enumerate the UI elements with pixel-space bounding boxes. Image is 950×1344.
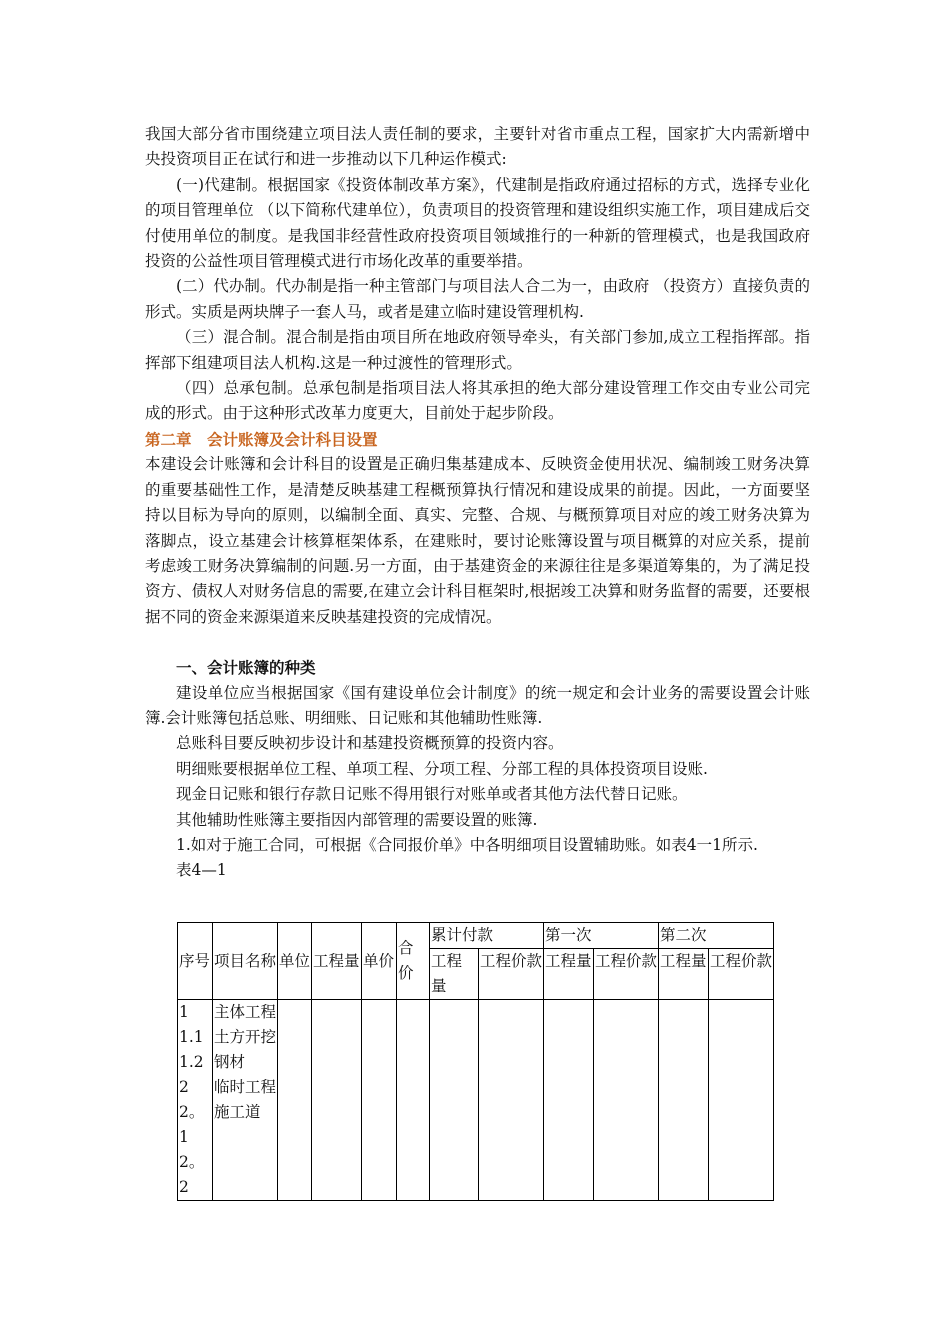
item-name: 钢材: [214, 1053, 246, 1071]
seq-value: 1.1: [179, 1028, 204, 1046]
empty-cell: [278, 1000, 312, 1201]
item-name: 主体工程: [214, 1003, 277, 1021]
empty-cell: [312, 1000, 362, 1201]
section-heading: 一、会计账簿的种类: [176, 658, 316, 678]
subheader-value: 工程价款: [479, 949, 544, 1000]
document-body: [145, 122, 810, 883]
header-unit: 单位: [278, 923, 312, 1000]
seq-column: [178, 1000, 213, 1201]
empty-cell: [544, 1000, 594, 1201]
subheader-value: 工程价款: [594, 949, 659, 1000]
empty-cell: [362, 1000, 397, 1201]
section-paragraph-6: 1.如对于施工合同，可根据《合同报价单》中各明细项目设置辅助账。如表4一1所示.: [176, 835, 758, 854]
mode-paragraph-1: (一)代建制。根据国家《投资体制改革方案》，代建制是指政府通过招标的方式，选择专业化的项目管理单位 （以下简称代建单位），负责项目的投资管理和建设组织实施工作，项目建成后交付使用单位的制度。是我国非经营性政府投资项目领域推行的一种新的管理模式，也是我国政府投资的公益性项目管理模式进行市场化改革的重要举措。: [145, 175, 810, 271]
item-name: 施工道: [214, 1103, 261, 1121]
subheader-quantity: 工程量: [544, 949, 594, 1000]
seq-value: 2。2: [179, 1153, 205, 1196]
seq-value: 1.2: [179, 1053, 204, 1071]
ledger-table: [177, 922, 774, 1201]
subheader-value: 工程价款: [709, 949, 774, 1000]
empty-cell: [594, 1000, 659, 1201]
header-group-first: 第一次: [544, 923, 659, 949]
seq-value: 2。1: [179, 1103, 205, 1146]
chapter-paragraph: 本建设会计账簿和会计科目的设置是正确归集基建成本、反映资金使用状况、编制竣工财务决算的重要基础性工作，是清楚反映基建工程概预算执行情况和建设成果的前提。因此，一方面要坚持以目标为导向的原则，以编制全面、真实、完整、合规、与概预算项目对应的竣工财务决算为落脚点，设立基建会计核算框架体系，在建账时，要讨论账簿设置与项目概算的对应关系，提前考虑竣工财务决算编制的问题.另一方面，由于基建资金的来源往往是多渠道筹集的，为了满足投资方、债权人对财务信息的需要,在建立会计科目框架时,根据竣工决算和财务监督的需要，还要根据不同的资金来源渠道来反映基建投资的完成情况。: [145, 455, 810, 626]
seq-value: 2: [179, 1078, 189, 1096]
section-paragraph-4: 现金日记账和银行存款日记账不得用银行对账单或者其他方法代替日记账。: [176, 785, 688, 804]
empty-cell: [397, 1000, 430, 1201]
section-paragraph-3: 明细账要根据单位工程、单项工程、分项工程、分部工程的具体投资项目设账.: [176, 759, 708, 778]
empty-cell: [430, 1000, 479, 1201]
header-group-second: 第二次: [659, 923, 774, 949]
intro-paragraph: 我国大部分省市围绕建立项目法人责任制的要求，主要针对省市重点工程，国家扩大内需新增中央投资项目正在试行和进一步推动以下几种运作模式:: [145, 125, 810, 169]
subheader-quantity: 工程量: [430, 949, 479, 1000]
header-total-price: 合价: [397, 923, 430, 1000]
header-seq: 序号: [178, 923, 213, 1000]
empty-cell: [479, 1000, 544, 1201]
mode-paragraph-4: （四）总承包制。总承包制是指项目法人将其承担的绝大部分建设管理工作交由专业公司完成的形式。由于这种形式改革力度更大，目前处于起步阶段。: [145, 379, 810, 423]
empty-cell: [709, 1000, 774, 1201]
mode-paragraph-2: (二）代办制。代办制是指一种主管部门与项目法人合二为一，由政府 （投资方）直接负责的形式。实质是两块牌子一套人马，或者是建立临时建设管理机构.: [145, 277, 810, 321]
item-name-column: [213, 1000, 278, 1201]
section-paragraph-2: 总账科目要反映初步设计和基建投资概预算的投资内容。: [176, 734, 564, 753]
chapter-heading: 第二章 会计账簿及会计科目设置: [145, 429, 378, 449]
table-body-row: [178, 1000, 774, 1201]
header-unit-price: 单价: [362, 923, 397, 1000]
header-quantity: 工程量: [312, 923, 362, 1000]
header-item-name: 项目名称: [213, 923, 278, 1000]
seq-value: 1: [179, 1003, 189, 1021]
item-name: 临时工程: [214, 1078, 277, 1096]
header-group-cumulative: 累计付款: [430, 923, 544, 949]
blank-line: [145, 630, 810, 655]
section-paragraph-5: 其他辅助性账簿主要指因内部管理的需要设置的账簿.: [176, 810, 538, 829]
item-name: 土方开挖: [214, 1028, 277, 1046]
table-caption: 表4—1: [176, 861, 227, 880]
section-paragraph-1: 建设单位应当根据国家《国有建设单位会计制度》的统一规定和会计业务的需要设置会计账簿.会计账簿包括总账、明细账、日记账和其他辅助性账簿.: [145, 683, 810, 727]
table-header-row-1: [178, 923, 774, 949]
mode-paragraph-3: （三）混合制。混合制是指由项目所在地政府领导牵头，有关部门参加,成立工程指挥部。指挥部下组建项目法人机构.这是一种过渡性的管理形式。: [145, 328, 810, 372]
subheader-quantity: 工程量: [659, 949, 709, 1000]
empty-cell: [659, 1000, 709, 1201]
